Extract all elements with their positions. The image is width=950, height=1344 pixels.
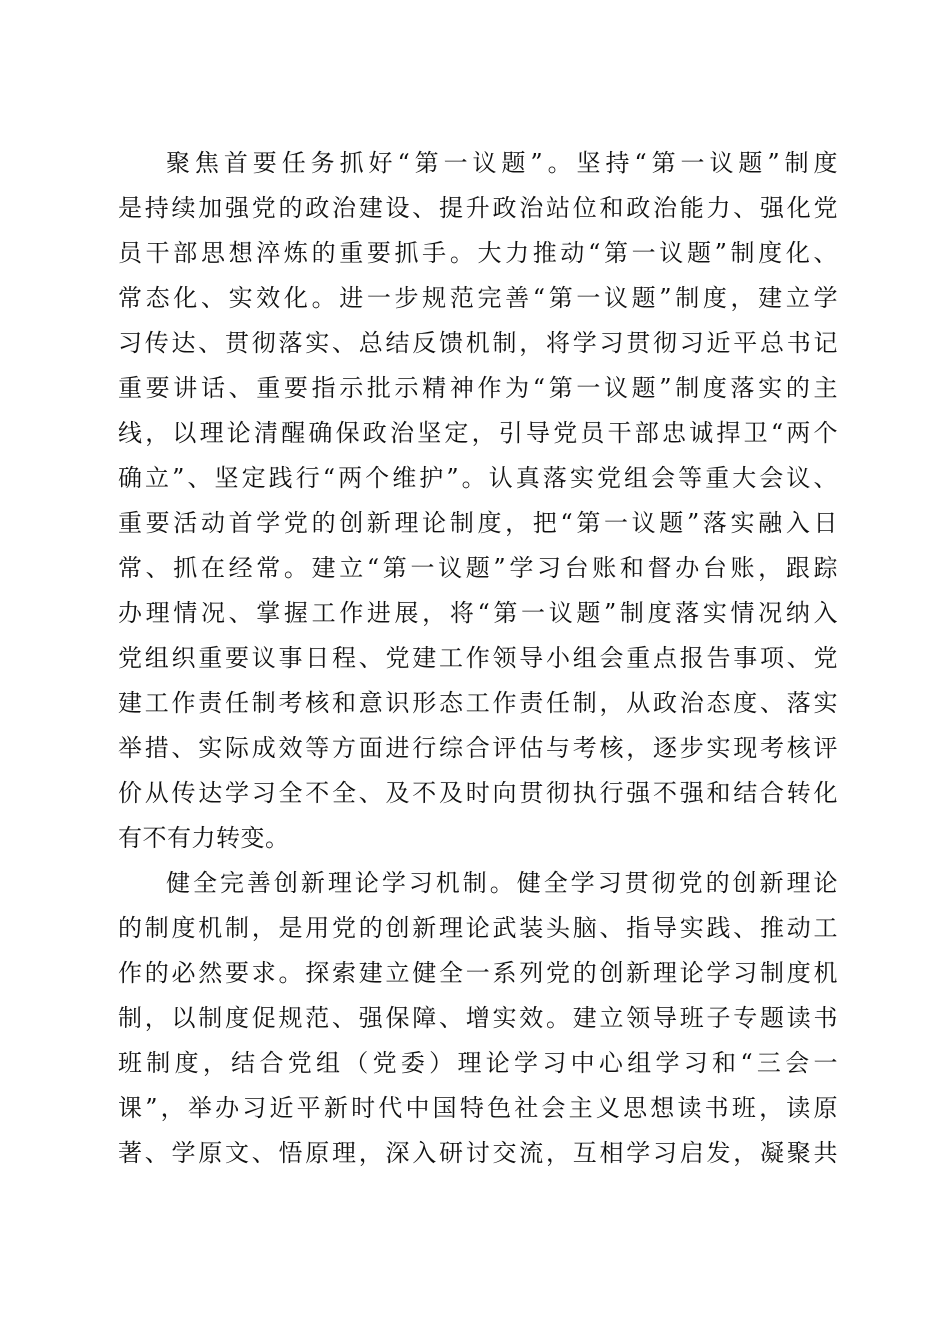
- text-line: 常态化、实效化。进一步规范完善“第一议题”制度，建立学: [118, 284, 838, 312]
- text-line: 党组织重要议事日程、党建工作领导小组会重点报告事项、党: [118, 644, 838, 672]
- paragraph-theory-study: [118, 861, 838, 1176]
- text-line: 聚焦首要任务抓好“第一议题”。坚持“第一议题”制度: [166, 149, 838, 177]
- text-line: 班制度，结合党组（党委）理论学习中心组学习和“三会一: [118, 1049, 838, 1077]
- text-line: 习传达、贯彻落实、总结反馈机制，将学习贯彻习近平总书记: [118, 329, 838, 357]
- text-line: 是持续加强党的政治建设、提升政治站位和政治能力、强化党: [118, 194, 838, 222]
- text-line: 有不有力转变。: [118, 824, 290, 852]
- text-line: 建工作责任制考核和意识形态工作责任制，从政治态度、落实: [118, 689, 838, 717]
- text-line: 的制度机制，是用党的创新理论武装头脑、指导实践、推动工: [118, 914, 838, 942]
- paragraph-first-agenda: [118, 141, 838, 861]
- text-line: 线，以理论清醒确保政治坚定，引导党员干部忠诚捍卫“两个: [118, 419, 838, 447]
- text-line: 员干部思想淬炼的重要抓手。大力推动“第一议题”制度化、: [118, 239, 838, 267]
- text-line: 健全完善创新理论学习机制。健全学习贯彻党的创新理论: [166, 869, 838, 897]
- text-line: 课”，举办习近平新时代中国特色社会主义思想读书班，读原: [118, 1094, 838, 1122]
- text-line: 确立”、坚定践行“两个维护”。认真落实党组会等重大会议、: [118, 464, 838, 492]
- text-line: 举措、实际成效等方面进行综合评估与考核，逐步实现考核评: [118, 734, 838, 762]
- text-line: 办理情况、掌握工作进展，将“第一议题”制度落实情况纳入: [118, 599, 838, 627]
- text-line: 重要讲话、重要指示批示精神作为“第一议题”制度落实的主: [118, 374, 838, 402]
- text-line: 著、学原文、悟原理，深入研讨交流，互相学习启发，凝聚共: [118, 1139, 838, 1167]
- text-line: 常、抓在经常。建立“第一议题”学习台账和督办台账，跟踪: [118, 554, 838, 582]
- text-line: 价从传达学习全不全、及不及时向贯彻执行强不强和结合转化: [118, 779, 838, 807]
- text-line: 制，以制度促规范、强保障、增实效。建立领导班子专题读书: [118, 1004, 838, 1032]
- text-line: 重要活动首学党的创新理论制度，把“第一议题”落实融入日: [118, 509, 838, 537]
- text-line: 作的必然要求。探索建立健全一系列党的创新理论学习制度机: [118, 959, 838, 987]
- document-body: [118, 141, 838, 1176]
